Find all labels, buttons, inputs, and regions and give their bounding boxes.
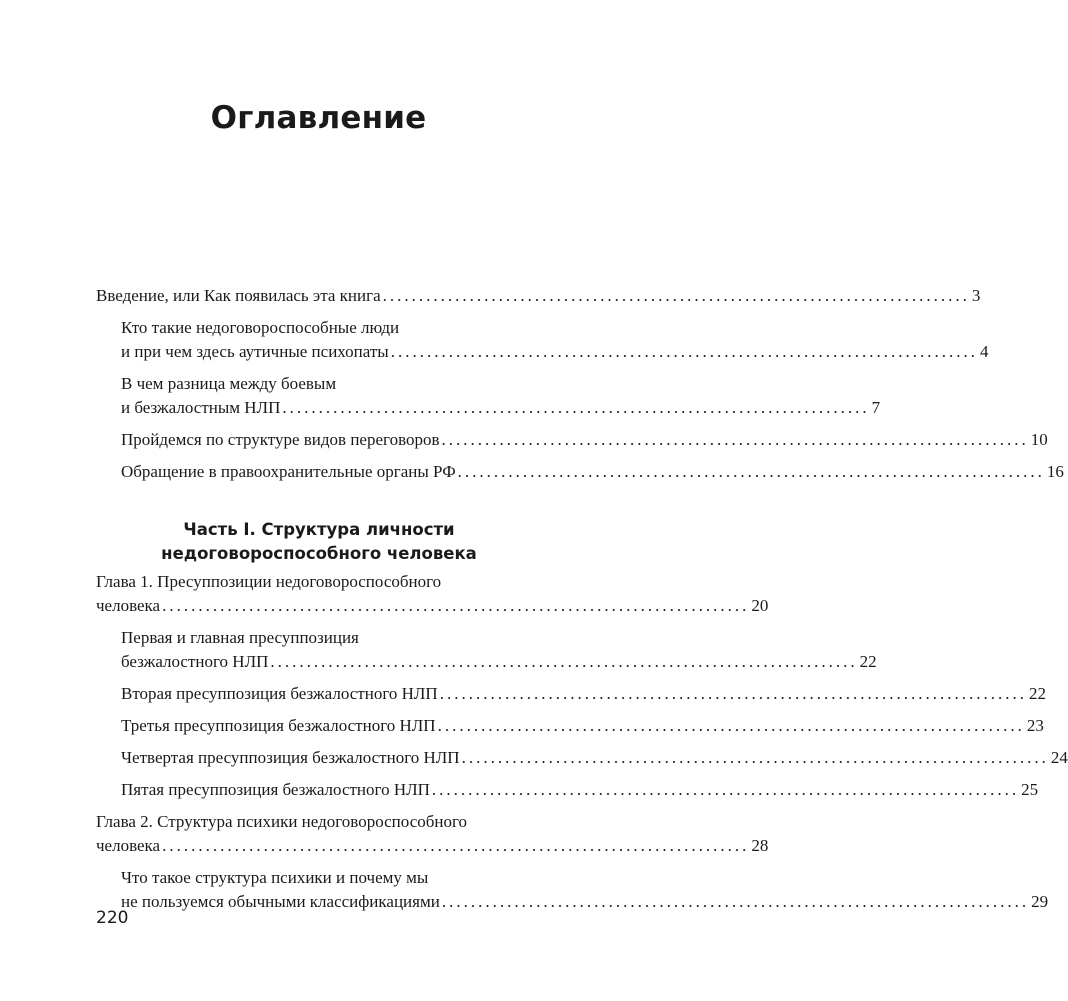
leader-dots: ................................................................................. — [162, 596, 750, 615]
part-heading[interactable] — [96, 518, 542, 566]
toc-page-number: 7 — [871, 398, 881, 417]
toc-entry-presupposition-5[interactable] — [96, 778, 1039, 802]
page-number-folio: 220 — [96, 908, 129, 928]
toc-entry-text: В чем разница между боевым — [121, 374, 337, 393]
part-heading-line: недоговороспособного человека — [161, 544, 477, 563]
toc-entry-text: Кто такие недоговороспособные люди — [121, 318, 400, 337]
toc-page-number: 22 — [1028, 684, 1046, 703]
toc-page-number: 24 — [1050, 748, 1068, 767]
leader-dots: ................................................................................. — [390, 342, 978, 361]
toc-entry-text: Третья пресуппозиция безжалостного НЛП — [121, 716, 436, 735]
toc-entry-chapter-1[interactable] — [96, 570, 769, 618]
toc-entry-obrashenie[interactable] — [96, 460, 1064, 484]
toc-entry-presupposition-4[interactable] — [96, 746, 1068, 770]
toc-entry-introduction[interactable] — [96, 284, 981, 308]
toc-page-number: 4 — [979, 342, 989, 361]
toc-entry-text: Глава 1. Пресуппозиции недоговороспособного — [96, 572, 442, 591]
toc-entry-text: и при чем здесь аутичные психопаты — [121, 342, 389, 361]
leader-dots: ................................................................................. — [439, 684, 1027, 703]
toc-page-number: 20 — [751, 596, 769, 615]
toc-page-number: 3 — [971, 286, 981, 305]
leader-dots: ................................................................................. — [382, 286, 970, 305]
leader-dots: ................................................................................. — [457, 462, 1045, 481]
toc-entry-text: не пользуемся обычными классификациями — [121, 892, 440, 911]
toc-entry-text: безжалостного НЛП — [121, 652, 269, 671]
toc-page-number: 25 — [1021, 780, 1039, 799]
leader-dots: ................................................................................. — [441, 430, 1029, 449]
leader-dots: ................................................................................. — [162, 836, 750, 855]
toc-entry-text: человека — [96, 836, 161, 855]
toc-entry-chapter-2[interactable] — [96, 810, 769, 858]
table-of-contents — [96, 284, 1068, 914]
toc-entry-text: Пятая пресуппозиция безжалостного НЛП — [121, 780, 430, 799]
leader-dots: ................................................................................. — [270, 652, 858, 671]
toc-entry-text: Что такое структура психики и почему мы — [121, 868, 429, 887]
toc-entry-raznica[interactable] — [96, 372, 881, 420]
toc-page-number: 10 — [1030, 430, 1048, 449]
toc-entry-text: Пройдемся по структуре видов переговоров — [121, 430, 440, 449]
toc-entry-text: Обращение в правоохранительные органы РФ — [121, 462, 456, 481]
toc-entry-presupposition-2[interactable] — [96, 682, 1046, 706]
toc-entry-undogovorosposobnye[interactable] — [96, 316, 989, 364]
toc-page-number: 16 — [1046, 462, 1064, 481]
toc-entry-struktura-psihiki[interactable] — [96, 866, 1049, 914]
leader-dots: ................................................................................. — [461, 748, 1049, 767]
toc-entry-struktura-peregovorov[interactable] — [96, 428, 1048, 452]
page-title: Оглавление — [210, 100, 427, 136]
leader-dots: ................................................................................. — [437, 716, 1025, 735]
leader-dots: ................................................................................. — [431, 780, 1020, 799]
toc-entry-presupposition-1[interactable] — [96, 626, 877, 674]
toc-page-number: 28 — [751, 836, 769, 855]
toc-page-number: 22 — [859, 652, 877, 671]
toc-entry-text: Введение, или Как появилась эта книга — [96, 286, 381, 305]
toc-entry-text: человека — [96, 596, 161, 615]
toc-page-number: 29 — [1031, 892, 1049, 911]
leader-dots: ................................................................................. — [441, 892, 1030, 911]
part-heading-line: Часть I. Структура личности — [183, 520, 455, 539]
toc-entry-text: Глава 2. Структура психики недоговороспособного — [96, 812, 468, 831]
toc-entry-text: Вторая пресуппозиция безжалостного НЛП — [121, 684, 438, 703]
toc-entry-presupposition-3[interactable] — [96, 714, 1044, 738]
toc-entry-text: Четвертая пресуппозиция безжалостного НЛП — [121, 748, 460, 767]
toc-entry-text: Первая и главная пресуппозиция — [121, 628, 359, 647]
toc-page-number: 23 — [1026, 716, 1044, 735]
leader-dots: ................................................................................. — [282, 398, 870, 417]
toc-entry-text: и безжалостным НЛП — [121, 398, 281, 417]
